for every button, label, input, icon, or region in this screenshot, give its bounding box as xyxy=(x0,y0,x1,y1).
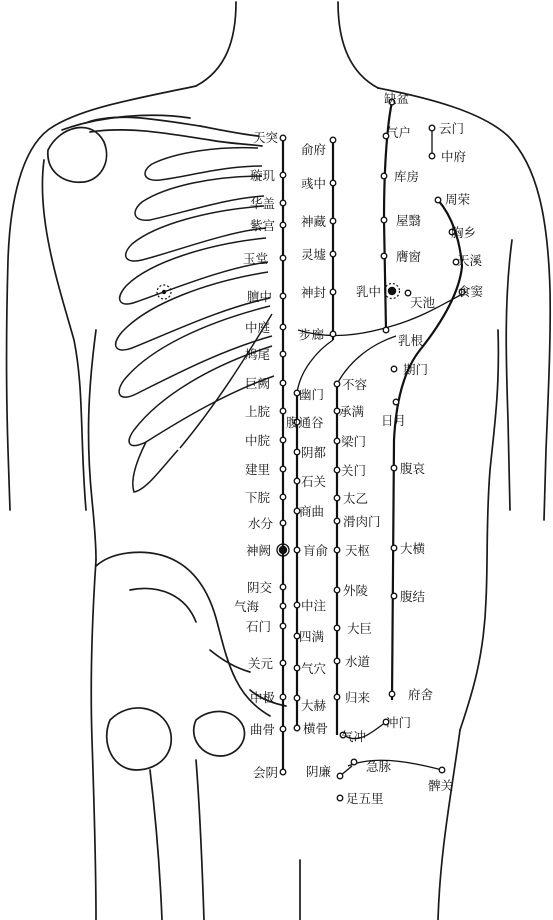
leg-right-outer-line xyxy=(438,730,460,920)
point-liangmen xyxy=(334,438,340,444)
point-qihai xyxy=(280,603,286,609)
point-labels xyxy=(234,91,484,806)
label-youmen: 幽门 xyxy=(299,387,325,402)
point-shiguan xyxy=(294,478,300,484)
label-kufang: 库房 xyxy=(394,169,420,184)
point-qugu xyxy=(280,726,286,732)
label-henggu: 横骨 xyxy=(303,721,329,736)
label-quepen: 缺盆 xyxy=(384,91,410,106)
label-shenque: 神阙 xyxy=(246,543,272,558)
point-huiyin xyxy=(280,769,286,775)
label-yingchuang: 膺窗 xyxy=(396,249,422,264)
point-yinlian xyxy=(337,773,343,779)
label-chongmen: 冲门 xyxy=(386,715,412,730)
label-siman: 四满 xyxy=(299,629,325,644)
point-daju xyxy=(334,625,340,631)
point-huangshu xyxy=(294,547,300,553)
femur-head xyxy=(107,708,172,770)
label-zhongwan: 中脘 xyxy=(245,433,271,448)
torso-right-waist-line xyxy=(460,330,498,730)
ilium xyxy=(96,552,270,716)
point-shenfeng xyxy=(330,289,336,295)
label-wailing: 外陵 xyxy=(343,583,369,598)
point-fushe xyxy=(389,691,395,697)
point-wailing xyxy=(334,587,340,593)
point-zigong xyxy=(280,222,286,228)
label-wuyi: 屋翳 xyxy=(396,213,422,228)
label-fujie: 腹结 xyxy=(400,589,426,604)
torso-left-waist-line xyxy=(89,330,96,560)
label-qihu: 气户 xyxy=(386,125,412,140)
label-qugu: 曲骨 xyxy=(250,722,276,737)
label-daheng: 大横 xyxy=(400,541,426,556)
label-yunmen: 云门 xyxy=(439,121,465,136)
point-xuanji xyxy=(280,172,286,178)
point-shuifen xyxy=(280,520,286,526)
point-fujie xyxy=(391,593,397,599)
hip-left-outer-line xyxy=(91,560,96,920)
point-yuzhong xyxy=(330,180,336,186)
point-wuyi xyxy=(381,217,387,223)
point-lingxu xyxy=(330,251,336,257)
label-jianli: 建里 xyxy=(245,462,271,477)
label-shimen: 石门 xyxy=(246,619,272,634)
label-tiantu: 天突 xyxy=(253,130,279,145)
label-jimai: 急脉 xyxy=(366,759,392,774)
point-guilai xyxy=(334,694,340,700)
ilium-inner xyxy=(130,588,196,622)
label-daju: 大巨 xyxy=(347,621,373,636)
point-tianshu xyxy=(334,547,340,553)
label-zhourong: 周荣 xyxy=(445,192,471,207)
point-ruzhong xyxy=(388,287,395,294)
marker-left-nipple-dot xyxy=(162,290,166,294)
point-guanmen xyxy=(334,467,340,473)
point-xiawan xyxy=(280,494,286,500)
thigh-curve xyxy=(348,760,442,770)
label-rugen: 乳根 xyxy=(398,333,424,348)
label-huagai: 华盖 xyxy=(250,196,276,211)
label-qimen: 期门 xyxy=(403,362,429,377)
label-biguan: 髀关 xyxy=(428,778,454,793)
label-guilai: 归来 xyxy=(345,690,371,705)
label-qihai: 气海 xyxy=(234,599,260,614)
point-juque xyxy=(280,380,286,386)
label-huangshu: 肓俞 xyxy=(303,543,329,558)
point-zhongfu xyxy=(429,153,435,159)
label-zuwuli: 足五里 xyxy=(346,791,384,806)
label-dahe: 大赫 xyxy=(301,698,327,713)
rib-5 xyxy=(116,272,273,350)
label-liangmen: 梁门 xyxy=(341,434,367,449)
label-qixue: 气穴 xyxy=(301,661,327,676)
label-burong: 不容 xyxy=(342,377,368,392)
label-qichong: 气冲 xyxy=(341,729,367,744)
label-xuanji: 璇玑 xyxy=(250,168,276,183)
point-huagai xyxy=(280,200,286,206)
label-shiguan: 石关 xyxy=(301,474,327,489)
label-yinlian: 阴廉 xyxy=(306,764,332,779)
point-dahe xyxy=(294,695,300,701)
label-jiuwei: 鸠尾 xyxy=(245,347,271,362)
point-zhongwan xyxy=(280,437,286,443)
point-daheng xyxy=(391,545,397,551)
label-zigong: 紫宫 xyxy=(250,218,276,233)
point-qimen xyxy=(391,366,397,372)
point-shuidao xyxy=(334,658,340,664)
label-yutang: 玉堂 xyxy=(243,251,269,266)
point-shenque xyxy=(279,546,286,553)
point-yindu xyxy=(294,449,300,455)
label-shuifen: 水分 xyxy=(248,516,274,531)
label-tianshu: 天枢 xyxy=(345,543,371,558)
point-taiyi xyxy=(334,495,340,501)
point-zhongzhu xyxy=(294,602,300,608)
label-bulang: 步廊 xyxy=(299,327,325,342)
point-shencang xyxy=(330,218,336,224)
point-zhongji xyxy=(280,694,286,700)
label-shencang: 神藏 xyxy=(301,214,327,229)
arm-right-inner-line xyxy=(506,240,512,510)
point-yunmen xyxy=(429,125,435,131)
point-shangwan xyxy=(280,408,286,414)
label-yuzhong: 彧中 xyxy=(301,176,327,191)
kidney-bridge xyxy=(297,340,333,393)
point-guanyuan xyxy=(280,660,286,666)
point-kufang xyxy=(381,173,387,179)
point-shufu xyxy=(330,137,336,143)
point-shimen xyxy=(280,623,286,629)
point-rugen xyxy=(383,327,389,333)
clavicle xyxy=(88,117,258,136)
obturator xyxy=(194,711,245,756)
label-shangwan: 上脘 xyxy=(245,404,271,419)
label-yindu: 阴都 xyxy=(301,445,327,460)
label-zhongfu: 中府 xyxy=(441,149,467,164)
arm-left-inner-line xyxy=(42,160,86,510)
point-burong xyxy=(334,381,340,387)
label-tianchi: 天池 xyxy=(410,295,436,310)
point-zhongting xyxy=(280,324,286,330)
label-fushe: 府舍 xyxy=(408,687,434,702)
label-zhongting: 中庭 xyxy=(245,320,271,335)
shoulder-left-line xyxy=(7,86,197,510)
label-fuai: 腹哀 xyxy=(400,461,426,476)
label-ruzhong: 乳中 xyxy=(356,284,382,299)
label-zhongzhu: 中注 xyxy=(301,598,327,613)
rib-8 xyxy=(133,442,178,492)
humerus-head xyxy=(48,128,107,183)
neck-left-line xyxy=(196,2,236,86)
rib-2 xyxy=(135,176,264,220)
label-shidou: 食窦 xyxy=(458,284,484,299)
point-qixue xyxy=(294,665,300,671)
label-riyue: 日月 xyxy=(381,413,407,428)
sacrum-curve xyxy=(210,650,250,672)
label-shenfeng: 神封 xyxy=(301,285,327,300)
body-outline xyxy=(7,2,551,920)
point-biguan xyxy=(439,767,445,773)
label-futonggu: 腹通谷 xyxy=(286,415,324,430)
rib-4 xyxy=(120,238,268,304)
label-xiongxiang: 胸乡 xyxy=(451,225,477,240)
label-guanyuan: 关元 xyxy=(248,656,274,671)
label-chengman: 承满 xyxy=(339,404,365,419)
point-zuwuli xyxy=(337,795,343,801)
label-tianxi: 天溪 xyxy=(457,253,483,268)
label-xiawan: 下脘 xyxy=(245,490,271,505)
point-riyue xyxy=(393,399,399,405)
femur-shaft xyxy=(150,770,162,920)
label-huaroumen: 滑肉门 xyxy=(343,514,381,529)
point-jimai xyxy=(351,759,357,765)
label-shufu: 俞府 xyxy=(301,142,327,157)
femur-shaft-inner xyxy=(196,760,204,920)
point-bulang xyxy=(330,331,336,337)
point-henggu xyxy=(294,725,300,731)
rib-1 xyxy=(145,148,262,181)
point-fuai xyxy=(391,465,397,471)
label-taiyi: 太乙 xyxy=(343,491,369,506)
point-tiantu xyxy=(280,135,286,141)
label-huiyin: 会阴 xyxy=(253,765,279,780)
label-danzhong: 膻中 xyxy=(247,289,273,304)
label-shuidao: 水道 xyxy=(345,654,371,669)
label-juque: 巨阙 xyxy=(245,376,271,391)
label-shangqu: 商曲 xyxy=(299,504,325,519)
point-yinjiao xyxy=(280,584,286,590)
point-huaroumen xyxy=(334,518,340,524)
point-yingchuang xyxy=(381,253,387,259)
point-jianli xyxy=(280,466,286,472)
point-jiuwei xyxy=(280,351,286,357)
point-danzhong xyxy=(280,293,286,299)
label-lingxu: 灵墟 xyxy=(301,247,327,262)
neck-right-line xyxy=(338,2,378,88)
label-zhongji: 中极 xyxy=(250,690,276,705)
point-zhourong xyxy=(435,197,441,203)
point-yutang xyxy=(280,255,286,261)
spleen-meridian-line xyxy=(392,200,462,700)
label-guanmen: 关门 xyxy=(341,463,367,478)
label-yinjiao: 阴交 xyxy=(247,580,273,595)
